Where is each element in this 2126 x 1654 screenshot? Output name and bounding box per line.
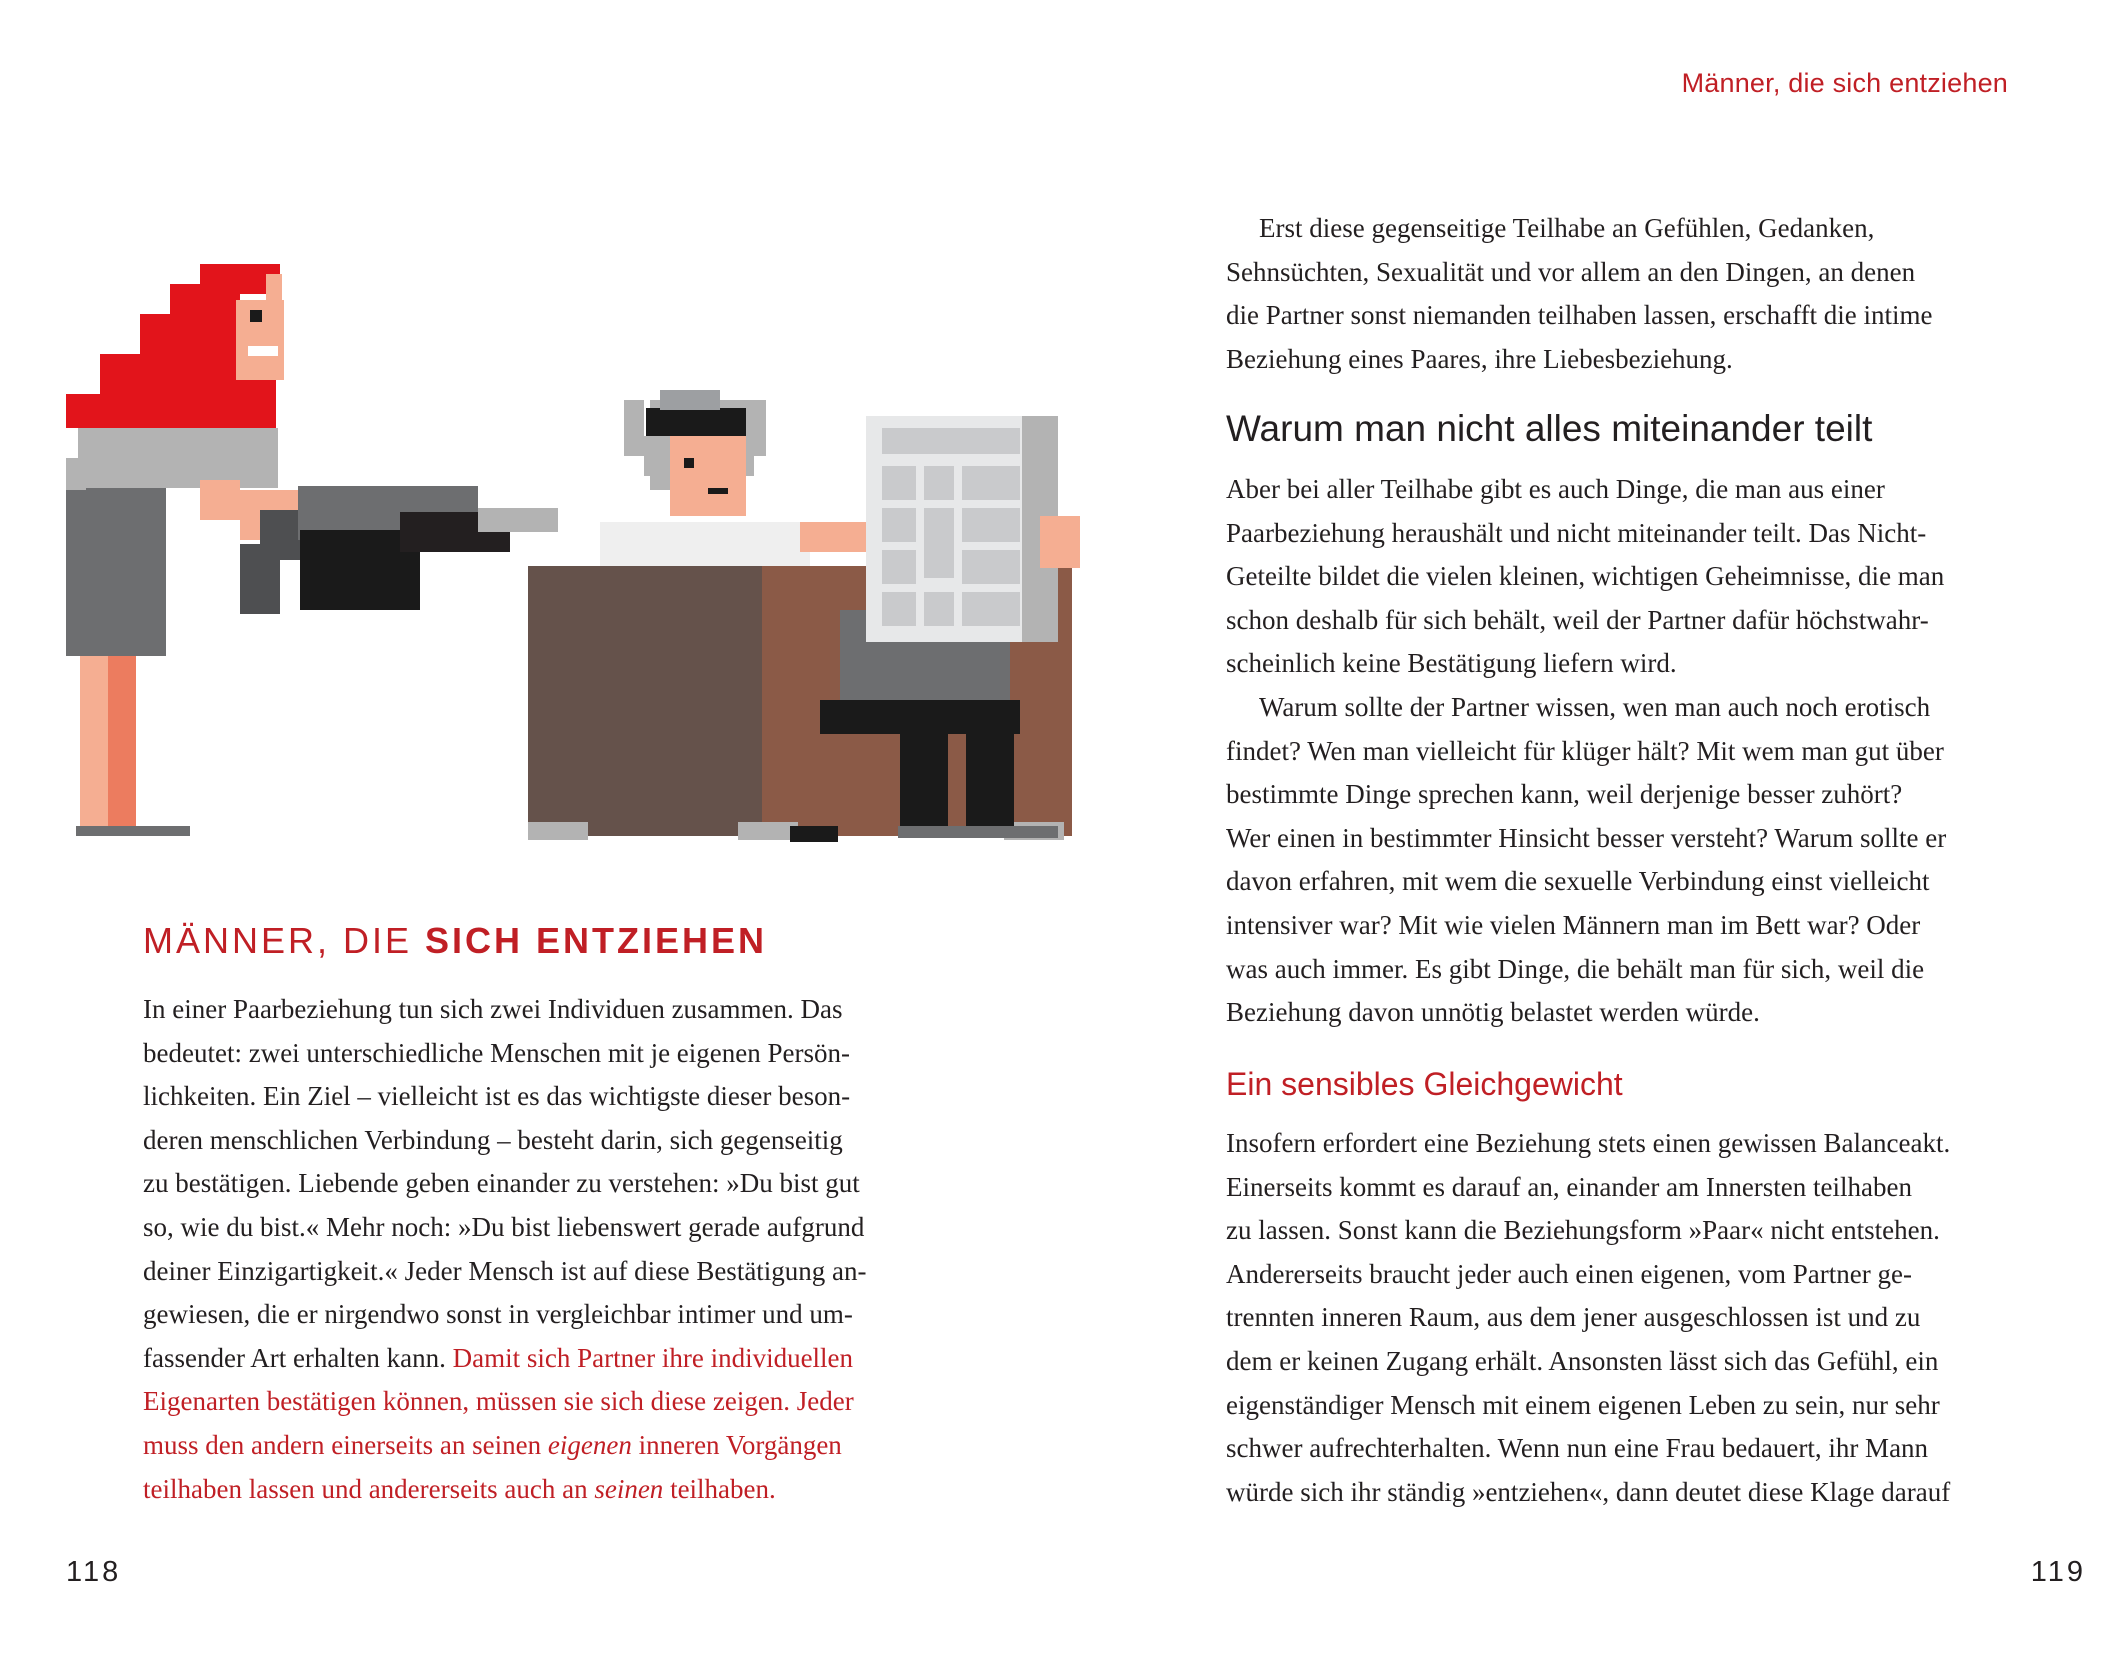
text-line: Sehnsüchten, Sexualität und vor allem an den Dingen, an denen	[1226, 256, 1916, 287]
text-line: Andererseits braucht jeder auch einen eigenen, vom Partner ge-	[1226, 1258, 1912, 1289]
text-run: deren menschlichen Verbindung – besteht darin, sich gegenseitig	[143, 1124, 843, 1155]
text-run: so, wie du bist.« Mehr noch: »Du bist liebenswert gerade aufgrund	[143, 1211, 865, 1242]
text-line: davon erfahren, mit wem die sexuelle Verbindung einst vielleicht	[1226, 866, 1930, 897]
newspaper-icon	[866, 416, 1080, 642]
pixel-illustration	[60, 260, 1080, 860]
text-line: zu lassen. Sonst kann die Beziehungsform »Paar« nicht entstehen.	[1226, 1215, 1940, 1246]
text-line: Beziehung davon unnötig belastet werden würde.	[1226, 997, 1760, 1028]
text-line: schwer aufrechterhalten. Wenn nun eine Frau bedauert, ihr Mann	[1226, 1433, 1929, 1464]
text-run: lichkeiten. Ein Ziel – vielleicht ist es das wichtigste dieser beson-	[143, 1081, 851, 1112]
text-line: Paarbeziehung heraushält und nicht miteinander teilt. Das Nicht-	[1226, 517, 1927, 548]
text-line: Beziehung eines Paares, ihre Liebesbeziehung.	[1226, 343, 1733, 374]
page-number-right: 119	[2030, 1556, 2086, 1588]
text-run: inneren Vorgängen	[631, 1429, 842, 1460]
text-run: teilhaben.	[663, 1473, 776, 1504]
text-run: bedeutet: zwei unterschiedliche Menschen mit je eigenen Persön-	[143, 1037, 850, 1068]
text-line	[143, 1293, 903, 1337]
section-heading-gleichgewicht: Ein sensibles Gleichgewicht	[1226, 1066, 1623, 1102]
text-line	[143, 1162, 903, 1206]
right-page	[1063, 0, 2126, 1654]
text-line: Geteilte bildet die vielen kleinen, wichtigen Geheimnisse, die man	[1226, 561, 1945, 592]
text-run: zu bestätigen. Liebende geben einander zu verstehen: »Du bist gut	[143, 1168, 860, 1199]
text-line: Einerseits kommt es darauf an, einander am Innersten teilhaben	[1226, 1171, 1912, 1202]
text-line	[143, 1380, 903, 1424]
text-line: scheinlich keine Bestätigung liefern wird.	[1226, 648, 1677, 679]
text-line	[143, 1119, 903, 1163]
section-heading-warum: Warum man nicht alles miteinander teilt	[1226, 408, 1873, 449]
text-line: Warum sollte der Partner wissen, wen man auch noch erotisch	[1259, 691, 1931, 722]
text-line: bestimmte Dinge sprechen kann, weil derjenige besser zuhört?	[1226, 779, 1903, 810]
paragraph-secrets	[1226, 468, 1986, 1035]
text-line	[143, 1424, 903, 1468]
chapter-title	[143, 920, 767, 962]
text-run: gewiesen, die er nirgendwo sonst in vergleichbar intimer und um-	[143, 1299, 853, 1330]
text-run: fassender Art erhalten kann.	[143, 1342, 453, 1373]
paragraph-balance	[1226, 1122, 1986, 1514]
text-line: Insofern erfordert eine Beziehung stets einen gewissen Balanceakt.	[1226, 1128, 1951, 1158]
text-line	[143, 1075, 903, 1119]
text-line: Wer einen in bestimmter Hinsicht besser versteht? Warum sollte er	[1226, 822, 1947, 853]
text-line	[143, 1206, 903, 1250]
text-line: eigenständiger Mensch mit einem eigenen Leben zu sein, nur sehr	[1226, 1389, 1940, 1420]
text-run: seinen	[594, 1473, 664, 1504]
text-run: muss den andern einerseits an seinen	[143, 1429, 548, 1460]
text-line	[143, 1468, 903, 1512]
text-run: teilhaben lassen und andererseits auch an	[143, 1473, 595, 1504]
text-line	[143, 1337, 903, 1381]
text-line: schon deshalb für sich behält, weil der Partner dafür höchstwahr-	[1226, 604, 1929, 635]
paragraph-intimacy	[1226, 207, 1986, 381]
text-line: die Partner sonst niemanden teilhaben lassen, erschafft die intime	[1226, 300, 1933, 331]
text-run: In einer Paarbeziehung tun sich zwei Individuen zusammen. Das	[143, 994, 843, 1024]
text-line	[143, 988, 903, 1032]
chapter-title-bold: SICH ENTZIEHEN	[425, 920, 768, 961]
chapter-title-regular: MÄNNER, DIE	[143, 920, 426, 961]
text-run: deiner Einzigartigkeit.« Jeder Mensch ist auf diese Bestätigung an-	[143, 1255, 867, 1286]
running-head: Männer, die sich entziehen	[1681, 68, 2008, 98]
text-line	[143, 1250, 903, 1294]
text-line	[143, 1032, 903, 1076]
text-run: Damit sich Partner ihre individuellen	[452, 1342, 854, 1373]
text-line: intensiver war? Mit wie vielen Männern man im Bett war? Oder	[1226, 909, 1921, 940]
text-line: trennten inneren Raum, aus dem jener ausgeschlossen ist und zu	[1226, 1302, 1921, 1333]
text-line: würde sich ihr ständig »entziehen«, dann deutet diese Klage darauf	[1226, 1476, 1951, 1507]
text-run: Eigenarten bestätigen können, müssen sie sich diese zeigen. Jeder	[143, 1386, 854, 1417]
text-line: was auch immer. Es gibt Dinge, die behält man für sich, weil die	[1226, 953, 1925, 984]
page-number-left: 118	[66, 1556, 122, 1588]
text-line: findet? Wen man vielleicht für klüger hält? Mit wem man gut über	[1226, 735, 1944, 766]
text-line: dem er keinen Zugang erhält. Ansonsten lässt sich das Gefühl, ein	[1226, 1345, 1939, 1376]
chapter-intro-paragraph	[143, 988, 903, 1511]
text-line: Erst diese gegenseitige Teilhabe an Gefühlen, Gedanken,	[1259, 213, 1875, 243]
text-line: Aber bei aller Teilhabe gibt es auch Dinge, die man aus einer	[1226, 474, 1885, 504]
text-run: eigenen	[547, 1429, 632, 1460]
